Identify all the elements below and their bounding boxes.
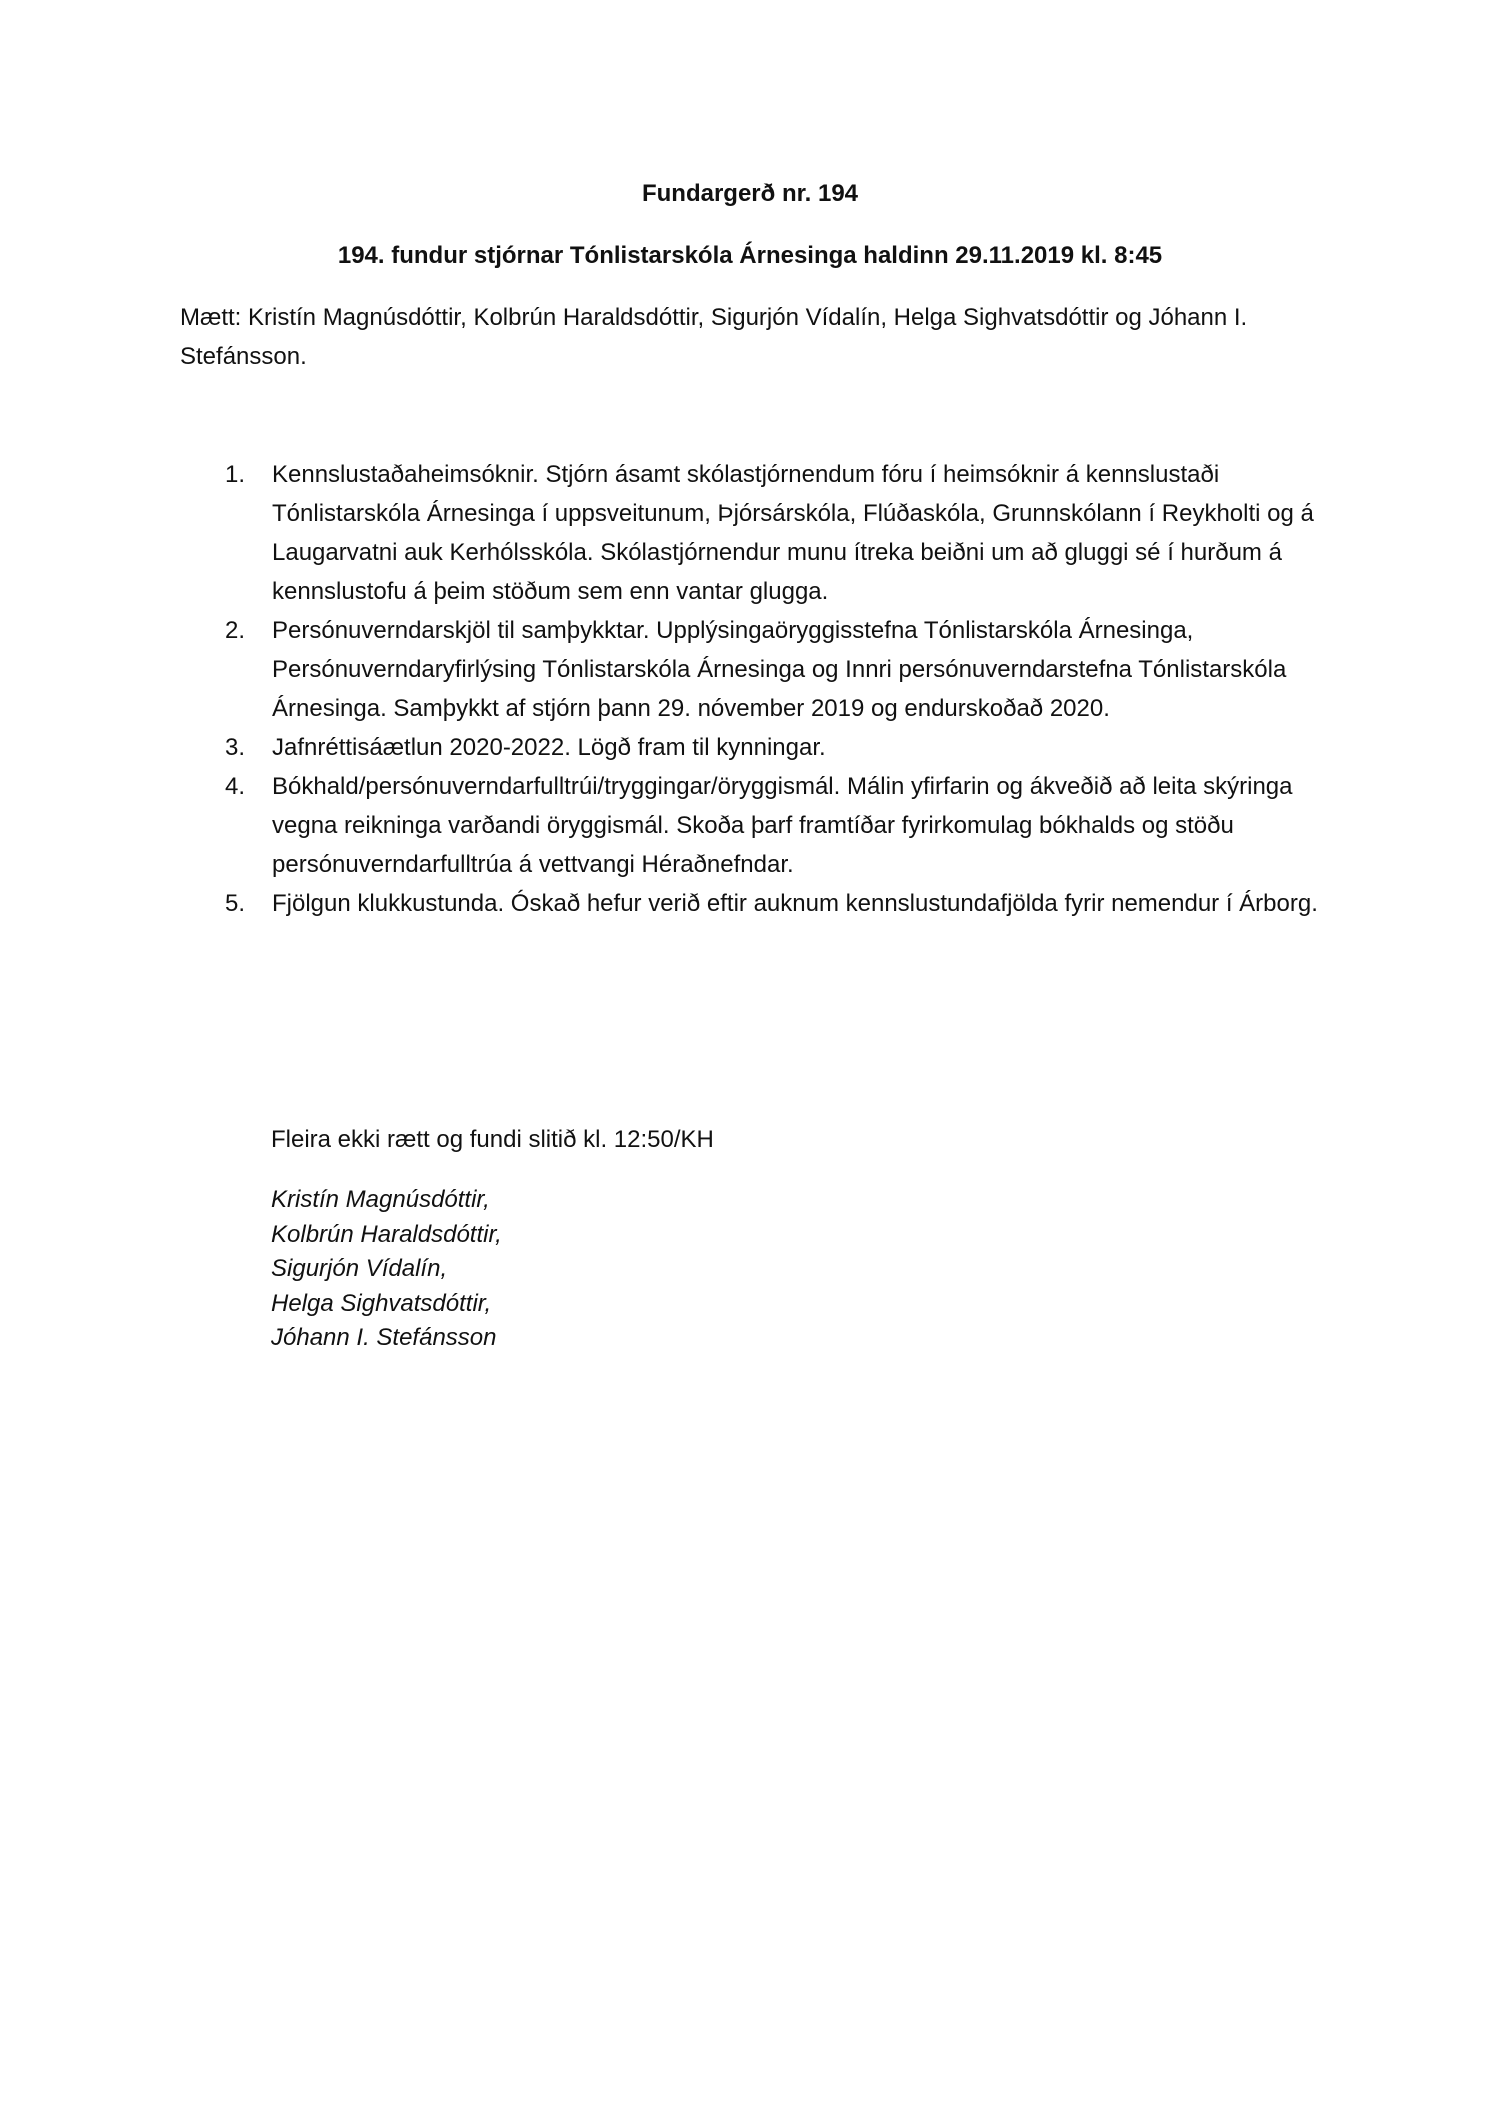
agenda-item-text: Bókhald/persónuverndarfulltrúi/tryggingar/öryggismál. Málin yfirfarin og ákveðið að leita skýringa vegna reikninga varðandi öryggismál. Skoða þarf framtíðar fyrirkomulag bókhalds og stöðu persónuverndarfulltrúa á vettvangi Héraðnefndar. [272,773,1293,878]
closing-statement: Fleira ekki rætt og fundi slitið kl. 12:50/KH [271,1126,714,1153]
signature-line: Helga Sighvatsdóttir, [271,1289,492,1317]
agenda-item [180,455,1340,611]
agenda-item-text: Jafnréttisáætlun 2020-2022. Lögð fram til kynningar. [272,734,826,761]
agenda-item-number: 2. [225,617,246,644]
agenda-item-text: Fjölgun klukkustunda. Óskað hefur verið eftir auknum kennslustundafjölda fyrir nemendur í Árborg. [272,890,1318,917]
agenda-item [180,728,1340,767]
agenda-item-number: 4. [225,773,246,800]
attendees-paragraph: Mætt: Kristín Magnúsdóttir, Kolbrún Haraldsdóttir, Sigurjón Vídalín, Helga Sighvatsdóttir og Jóhann I. Stefánsson. [180,304,1248,370]
agenda-item [180,611,1340,728]
agenda-list [180,455,1340,923]
agenda-item-number: 1. [225,461,246,488]
signature-line: Kristín Magnúsdóttir, [271,1186,490,1213]
agenda-item [180,767,1340,884]
agenda-item-text: Persónuverndarskjöl til samþykktar. Upplýsingaöryggisstefna Tónlistarskóla Árnesinga, Persónuverndaryfirlýsing Tónlistarskóla Árnesinga og Innri persónuverndarstefna Tónlistarskóla Árnesinga. Samþykkt af stjórn þann 29. nóvember 2019 og endurskoðað 2020. [272,617,1287,722]
signature-line: Kolbrún Haraldsdóttir, [271,1220,502,1248]
signature-block [271,1183,502,1356]
agenda-item [180,884,1340,923]
document-title: Fundargerð nr. 194 [641,180,859,207]
agenda-item-number: 5. [225,890,246,917]
agenda-item-text: Kennslustaðaheimsóknir. Stjórn ásamt skólastjórnendum fóru í heimsóknir á kennslustaði Tónlistarskóla Árnesinga í uppsveitunum, Þjórsárskóla, Flúðaskóla, Grunnskólann í Reykholti og á Laugarvatni auk Kerhólsskóla. Skólastjórnendur munu ítreka beiðni um að gluggi sé í hurðum á kennslustofu á þeim stöðum sem enn vantar glugga. [272,461,1314,605]
signature-line: Jóhann I. Stefánsson [271,1324,497,1351]
meeting-subtitle: 194. fundur stjórnar Tónlistarskóla Árnesinga haldinn 29.11.2019 kl. 8:45 [337,242,1163,269]
signature-line: Sigurjón Vídalín, [271,1255,448,1282]
agenda-item-number: 3. [225,734,246,761]
